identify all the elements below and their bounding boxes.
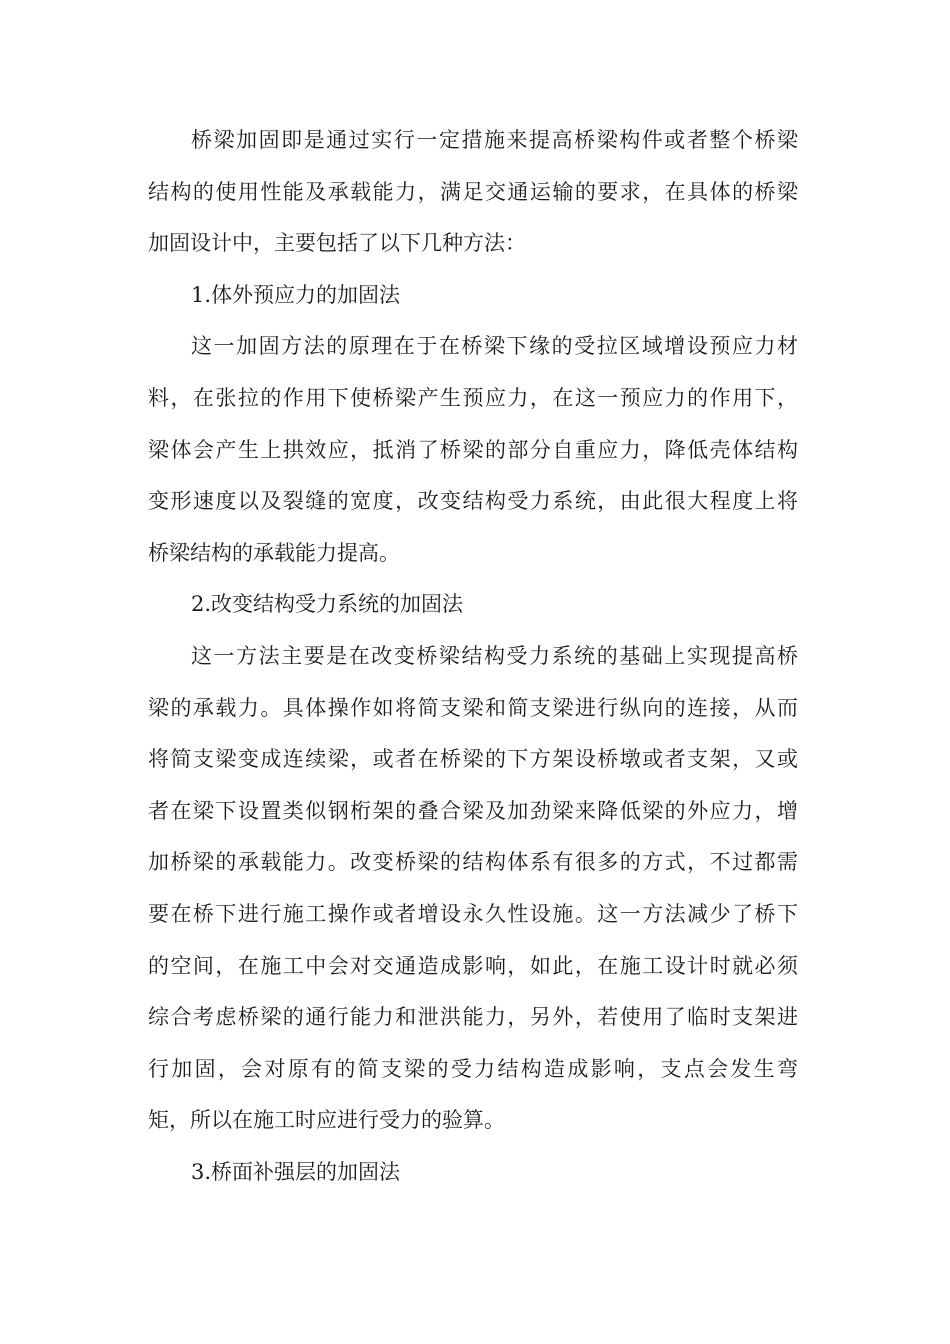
paragraph-line: 者在梁下设置类似钢桁架的叠合梁及加劲梁来降低梁的外应力，增 bbox=[148, 798, 798, 823]
paragraph-line: 矩，所以在施工时应进行受力的验算。 bbox=[148, 1108, 505, 1133]
section-heading bbox=[148, 579, 798, 631]
paragraph-line: 加固设计中，主要包括了以下几种方法： bbox=[148, 231, 526, 256]
paragraph-line: 梁的承载力。具体操作如将简支梁和简支梁进行纵向的连接，从而 bbox=[148, 695, 798, 720]
body-paragraph bbox=[148, 115, 798, 270]
paragraph-line: 桥梁加固即是通过实行一定措施来提高桥梁构件或者整个桥梁 bbox=[191, 128, 798, 152]
section-heading bbox=[148, 1147, 798, 1199]
paragraph-line: 这一加固方法的原理在于在桥梁下缘的受拉区域增设预应力材 bbox=[191, 334, 798, 359]
paragraph-line: 变形速度以及裂缝的宽度，改变结构受力系统，由此很大程度上将 bbox=[148, 489, 798, 514]
paragraph-line: 这一方法主要是在改变桥梁结构受力系统的基础上实现提高桥 bbox=[191, 643, 798, 668]
paragraph-line: 将简支梁变成连续梁，或者在桥梁的下方架设桥墩或者支架，又或 bbox=[148, 747, 798, 772]
section-heading bbox=[148, 270, 798, 322]
paragraph-line: 要在桥下进行施工操作或者增设永久性设施。这一方法减少了桥下 bbox=[148, 901, 798, 926]
paragraph-line: 结构的使用性能及承载能力，满足交通运输的要求，在具体的桥梁 bbox=[148, 179, 798, 204]
document-body bbox=[148, 115, 798, 1198]
body-paragraph bbox=[148, 631, 798, 1147]
body-paragraph bbox=[148, 321, 798, 579]
paragraph-line: 加桥梁的承载能力。改变桥梁的结构体系有很多的方式，不过都需 bbox=[148, 850, 798, 875]
paragraph-line: 梁体会产生上拱效应，抵消了桥梁的部分自重应力，降低壳体结构 bbox=[148, 437, 798, 462]
paragraph-line: 的空间，在施工中会对交通造成影响，如此，在施工设计时就必须 bbox=[148, 953, 798, 978]
paragraph-line: 综合考虑桥梁的通行能力和泄洪能力，另外，若使用了临时支架进 bbox=[148, 1005, 798, 1030]
heading-text: 3.桥面补强层的加固法 bbox=[191, 1159, 401, 1184]
heading-text: 1.体外预应力的加固法 bbox=[191, 282, 401, 307]
paragraph-line: 行加固，会对原有的简支梁的受力结构造成影响，支点会发生弯 bbox=[148, 1056, 798, 1081]
heading-text: 2.改变结构受力系统的加固法 bbox=[191, 592, 464, 617]
paragraph-line: 桥梁结构的承载能力提高。 bbox=[148, 540, 400, 565]
paragraph-line: 料，在张拉的作用下使桥梁产生预应力，在这一预应力的作用下， bbox=[148, 385, 798, 410]
